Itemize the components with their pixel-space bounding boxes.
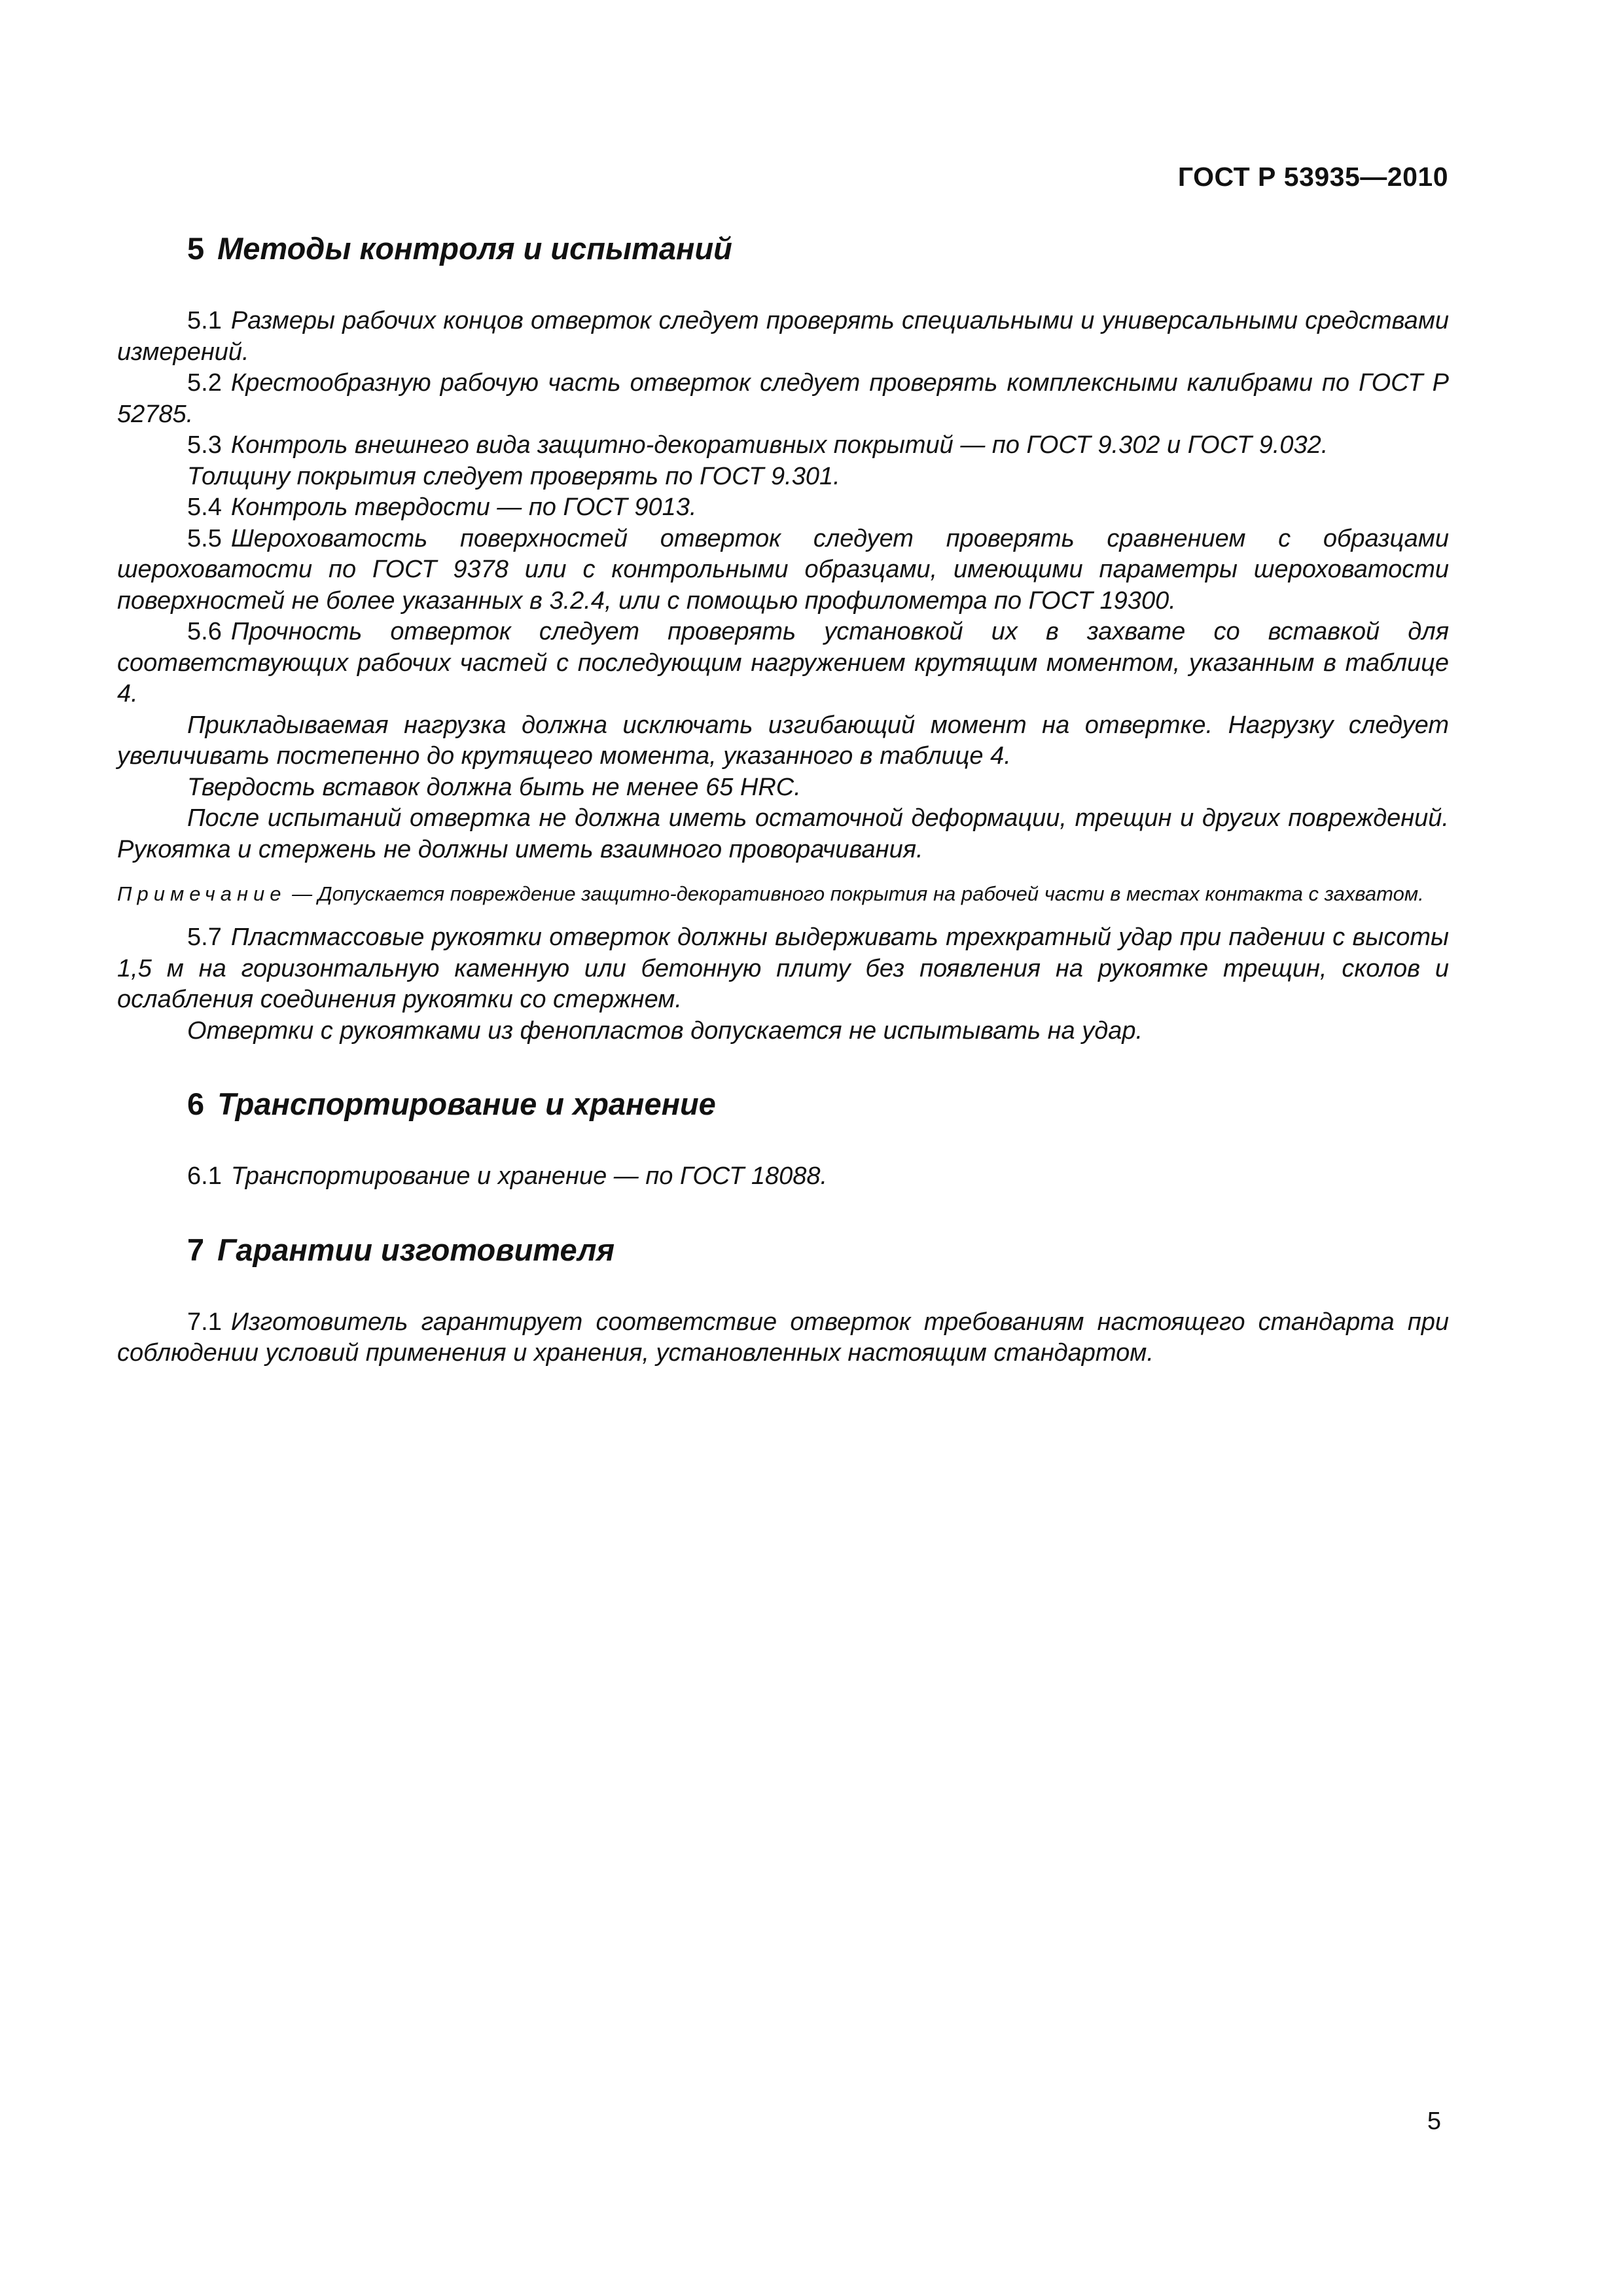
clause-text: Изготовитель гарантирует соответствие отверток требованиям настоящего стандарта при соблюдении условий применения и хранения, установленных настоящим стандартом.: [117, 1308, 1449, 1367]
clause-text: Размеры рабочих концов отверток следует проверять специальными и универсальными средствами измерений.: [117, 307, 1449, 366]
clause-text: Транспортирование и хранение — по ГОСТ 18088.: [230, 1162, 828, 1190]
clause-number: 5.6: [187, 618, 222, 645]
clause-text: Прочность отверток следует проверять установкой их в захвате со вставкой для соответствующих рабочих частей с последующим нагружением крутящим моментом, указанным в таблице 4.: [117, 618, 1449, 708]
section-title: Методы контроля и испытаний: [217, 231, 732, 266]
clause-number: 7.1: [187, 1308, 222, 1336]
paragraph: [117, 803, 1449, 865]
document-body: [117, 230, 1449, 1369]
clause-text: Контроль внешнего вида защитно-декоративных покрытий — по ГОСТ 9.302 и ГОСТ 9.032.: [230, 431, 1329, 459]
clause-text: Крестообразную рабочую часть отверток следует проверять комплексными калибрами по ГОСТ Р 52785.: [117, 369, 1449, 428]
paragraph: [117, 1016, 1449, 1047]
clause-number: 5.7: [187, 924, 222, 951]
page-number: 5: [1427, 2108, 1441, 2135]
document-code: ГОСТ Р 53935—2010: [1177, 162, 1448, 192]
paragraph: [117, 492, 1449, 524]
section-number: 7: [187, 1232, 205, 1267]
clause-text: Толщину покрытия следует проверять по ГОСТ 9.301.: [187, 462, 840, 490]
paragraph: [117, 461, 1449, 493]
section-heading: [187, 1086, 1449, 1122]
clause-text: Шероховатость поверхностей отверток следует проверять сравнением с образцами шероховатости по ГОСТ 9378 или с контрольными образцами, имеющими параметры шероховатости поверхностей не более указанных в 3.2.4, или с помощью профилометра по ГОСТ 19300.: [117, 524, 1449, 615]
section-number: 6: [187, 1086, 205, 1121]
paragraph: [117, 1161, 1449, 1193]
note-text: — Допускается повреждение защитно-декоративного покрытия на рабочей части в местах контакта с захватом.: [286, 882, 1424, 905]
clause-text: Пластмассовые рукоятки отверток должны выдерживать трехкратный удар при падении с высоты 1,5 м на горизонтальную каменную или бетонную плиту без появления на рукоятке трещин, сколов и ослабления соединения рукоятки со стержнем.: [117, 924, 1449, 1013]
clause-text: После испытаний отвертка не должна иметь остаточной деформации, трещин и других повреждений. Рукоятка и стержень не должны иметь взаимного проворачивания.: [117, 804, 1449, 863]
clause-number: 5.3: [187, 431, 222, 459]
note-label: Примечание: [117, 882, 287, 905]
clause-number: 5.2: [187, 369, 222, 397]
note: [117, 880, 1449, 908]
clause-number: 6.1: [187, 1162, 222, 1190]
paragraph: [117, 524, 1449, 617]
paragraph: [117, 922, 1449, 1016]
paragraph: [117, 368, 1449, 430]
paragraph: [117, 772, 1449, 804]
clause-number: 5.5: [187, 524, 222, 552]
clause-text: Контроль твердости — по ГОСТ 9013.: [230, 493, 697, 521]
clause-text: Отвертки с рукоятками из фенопластов допускается не испытывать на удар.: [187, 1016, 1143, 1045]
section-title: Гарантии изготовителя: [217, 1232, 615, 1267]
paragraph: [117, 430, 1449, 461]
clause-text: Твердость вставок должна быть не менее 65 HRC.: [187, 773, 801, 801]
section-heading: [187, 230, 1449, 266]
section-number: 5: [187, 231, 205, 266]
section-heading: [187, 1232, 1449, 1268]
clause-text: Прикладываемая нагрузка должна исключать изгибающий момент на отвертке. Нагрузку следует увеличивать постепенно до крутящего момента, указанного в таблице 4.: [117, 711, 1449, 770]
paragraph: [117, 306, 1449, 368]
paragraph: [117, 1307, 1449, 1369]
clause-number: 5.1: [187, 307, 222, 334]
clause-number: 5.4: [187, 493, 222, 521]
paragraph: [117, 710, 1449, 772]
paragraph: [117, 617, 1449, 710]
section-title: Транспортирование и хранение: [217, 1086, 716, 1121]
